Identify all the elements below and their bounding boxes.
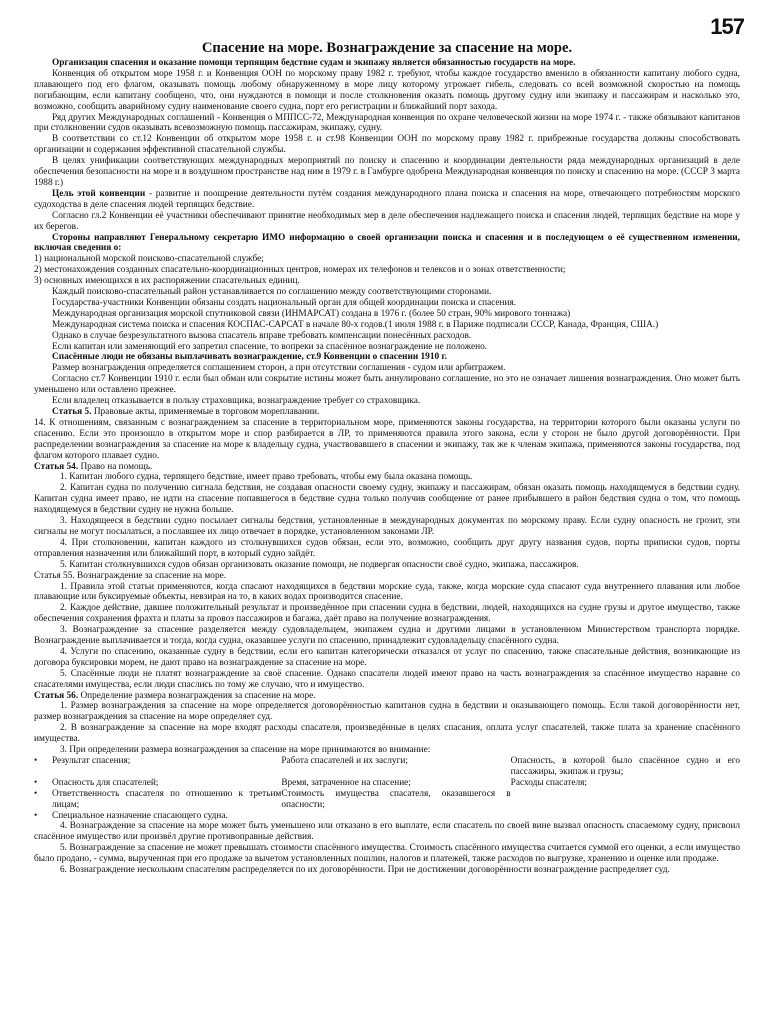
paragraph: 2. Каждое действие, давшее положительный результат и произведённое при спасении судна в бедствии, людей, находящихся на судне грузы и другое имущество, также обеспечения сохранения фрахта и платы за провоз пассажиров и багажа, даёт право на получение вознаграждения. <box>34 603 740 625</box>
list-item-cell <box>511 789 740 811</box>
paragraph: 4. Услуги по спасению, оказанные судну в бедствии, если его капитан категорически отказался от услуг по спасению, также спасательные действия, возникающие из договора буксировки морем, не дают право на вознаграждение за спасение на море. <box>34 646 740 668</box>
list-item-cell: Опасность, в которой было спасённое судно и его пассажиры, экипаж и грузы; <box>510 756 740 777</box>
list-item-cell: • Ответственность спасателя по отношению к третьим лицам; <box>52 788 282 810</box>
paragraph: 6. Вознаграждение нескольким спасателям распределяется по их договорённости. При не достижении договорённости вознаграждение распределяет суд. <box>60 865 670 876</box>
paragraph: В соответствии со ст.12 Конвенции об открытом море 1958 г. и ст.98 Конвенции ООН по морскому праву 1982 г. прибрежные государства должны способствовать организации и содержания эффективной спасательной службы. <box>34 134 740 156</box>
page-title: Спасение на море. Вознаграждение за спасение на море. <box>201 40 573 56</box>
paragraph: Международная организация морской спутниковой связи (ИНМАРСАТ) создана в 1976 г. (более 50 стран, 90% мирового тоннажа) <box>52 308 571 319</box>
page-number: 157 <box>710 14 744 39</box>
paragraph: Статья 5. Правовые акты, применяемые в торговом мореплавании. <box>52 407 320 417</box>
paragraph: 5. Спасённые люди не платят вознаграждение за своё спасение. Однако спасатели людей имеют право на часть вознаграждения за спасённое имущество наравне со спасателями имущества, если люди спаслись по тому же случаю, что и имущество. <box>34 668 740 690</box>
paragraph: Ряд других Международных соглашений - Конвенция о МППСС-72, Международная конвенция по охране человеческой жизни на море 1974 г. - также обязывают капитанов при столкновении судов оказывать всевозможную помощь пассажирам, экипажу, судну. <box>34 112 740 134</box>
paragraph: Конвенция об открытом море 1958 г. и Конвенция ООН по морскому праву 1982 г. требуют, чтобы каждое государство вменило в обязанности капитану любого судна, плавающего под его флагом, оказывать помощь любому обнаруженному в море лицу которому угрожает гибель, следовать со всей возможной скоростью на помощь погибающим, если капитану сообщено, что, они нуждаются в помощи и после столкновения оказать помощь другому судну или экипажу и пассажирам и насколько это, возможно, сообщить аварийному судну наименование своего судна, порт его регистрации и ближайший порт захода. <box>34 68 740 112</box>
list-item-cell: Работа спасателей и их заслуги; <box>281 756 408 766</box>
list-item-cell: • Результат спасения; <box>52 756 131 766</box>
document-body <box>34 58 740 756</box>
list-item-cell: Расходы спасателя; <box>510 777 587 788</box>
paragraph: 3) основных имеющихся в их распоряжении спасательных единиц. <box>34 276 300 287</box>
paragraph: Международная система поиска и спасения КОСПАС-САРСАТ в начале 80-х годов.(1 июля 1988 г. в Париже подписали СССР, Канада, Франция, США.) <box>52 319 659 330</box>
criteria-list <box>34 756 740 821</box>
paragraph: Согласно гл.2 Конвенции её участники обеспечивают принятие необходимых мер в деле обеспечения надлежащего поиска и спасения людей, терпящих бедствие на море у их берегов. <box>34 210 740 232</box>
paragraph: 2) местонахождения созданных спасательно-координационных центров, номерах их телефонов и телексов и о зонах ответственности; <box>34 265 566 276</box>
paragraph: 3. Находящееся в бедствии судно посылает сигналы бедствия, установленные в международных документах по морскому праву. Если судну опасность не грозит, эти сигналы не могут посылаться, а пославшее их лицо отвечает в порядке, установленном законами ЛР. <box>34 516 740 537</box>
paragraph: Стороны направляют Генеральному секретарю ИМО информацию о своей организации поиска и спасения и в последующем о её существенном изменении, включая сведения о: <box>34 232 740 254</box>
paragraph: 3. При определении размера вознаграждения за спасение на море принимаются во внимание: <box>60 745 431 756</box>
paragraph: 14. К отношениям, связанным с вознаграждением за спасение в территориальном море, применяются законы государства, на территории которого были оказаны услуги по спасению. Если это произошло в открытом море и спор разбирается в ЛР, то применяются правила этого закона, если у сторон не было другой договорённости. При распределении вознаграждения за спасение на море к владельцу судна, участвовавшего в спасении и экипажу, так же к членам экипажа, применяются законы государства, под флагом которого плавает судно. <box>34 417 740 461</box>
paragraph: 1) национальной морской поисково-спасательной службе; <box>34 254 264 265</box>
paragraph: 1. Правила этой статьи применяются, когда спасают находящихся в бедствии морские суда, также, когда морские суда спасают суда внутреннего плавания или любое плавающие или буксируемые объекты, невзирая на то, в каких водах производится спасение. <box>34 581 740 603</box>
paragraph: Размер вознаграждения определяется соглашением сторон, а при отсутствии соглашения - судом или арбитражем. <box>52 363 506 374</box>
paragraph: 5. Капитан столкнувшихся судов обязан организовать оказание помощи, не подвергая опасности своё судно, экипажа, пассажиров. <box>60 559 579 570</box>
paragraph: 5. Вознаграждение за спасение не может превышать стоимости спасённого имущества. Стоимость спасённого имущества считается суммой его оценки, а если имущество было продано, - сумма, вырученная при его продаже за вычетом установленных пошлин, налогов и платежей, также расходов по выгрузке, хранению и оценке или продаже. <box>34 843 740 865</box>
paragraph: 4. Вознаграждение за спасение на море может быть уменьшено или отказано в его выплате, если спасатель по своей вине вызвал опасность спасаемому судну, присвоил спасённое имущество или произвёл другие противоправные действия. <box>34 821 740 843</box>
list-item-cell: Стоимость имущества спасателя, оказавшегося в опасности; <box>281 788 511 810</box>
paragraph: Если капитан или заменяющий его запретил спасение, то вопреки за спасённое вознаграждение не положено. <box>52 341 488 352</box>
list-item <box>34 811 740 822</box>
paragraph: Спасённые люди не обязаны выплачивать вознаграждение, ст.9 Конвенции о спасении 1910 г. <box>52 352 447 363</box>
paragraph: Каждый поисково-спасательный район устанавливается по соглашению между соответствующими сторонами. <box>52 287 492 298</box>
paragraph: Статья 54. Право на помощь. <box>34 461 153 472</box>
list-item-cell: • Опасность для спасателей; <box>52 777 159 788</box>
paragraph: 2. Капитан судна по получению сигнала бедствия, не создавая опасности своему судну, экипажу и пассажирам, обязан оказать помощь находящемуся в бедствии судну. Капитан судна имеет право, не идти на спасение попавшегося в бедствие судна только получив сообщение от ранее прибывшего в район бедствия судна о том, что помощь находящемуся в бедствии судну не нужна больше. <box>34 483 740 516</box>
paragraph: В целях унификации соответствующих международных мероприятий по поиску и спасению и координации деятельности ряда международных организаций в деле обеспечения безопасности на море и в воздушном пространстве над ним в 1979 г. в Гамбурге одобрена Международная конвенция по поиску и спасению на море. (СССР 3 марта 1988 г.) <box>34 156 740 188</box>
paragraph: 3. Вознаграждение за спасение разделяется между судовладельцем, экипажем судна и другими лицами в установленном Министерством транспорта порядке. Вознаграждение выплачивается и тогда, когда судна, оказавшее услуги по спасению, принадлежит судовладельцу спасённого судна. <box>34 625 740 647</box>
list-item <box>34 789 740 811</box>
document-tail <box>34 821 740 876</box>
paragraph: 1. Капитан любого судна, терпящего бедствие, имеет право требовать, чтобы ему была оказана помощь. <box>60 472 473 483</box>
list-item-cell <box>281 811 510 822</box>
paragraph: 4. При столкновении, капитан каждого из столкнувшихся судов обязан, если это, возможно, сообщить друг другу названия судов, порты приписки судов, порты отправления назначения или ближайший порт, в который судно зайдёт. <box>34 537 740 559</box>
paragraph: 2. В вознаграждение за спасение на море входят расходы спасателя, произведённые в целях спасания, оплата услуг спасателей, также плата за хранение спасённого имущества. <box>34 723 740 745</box>
paragraph: Согласно ст.7 Конвенции 1910 г. если был обман или сокрытие истины может быть аннулировано соглашение, но это не означает лишения вознаграждения. Оно может быть уменьшено или оставлено прежнее. <box>34 374 740 396</box>
list-item <box>34 756 740 778</box>
list-item-cell <box>511 811 740 822</box>
paragraph: Организация спасения и оказание помощи терпящим бедствие судам и экипажу является обязанностью государств на море. <box>52 58 576 68</box>
paragraph: Государства-участники Конвенции обязаны создать национальный орган для общей координации поиска и спасения. <box>52 297 517 308</box>
paragraph: Цель этой конвенции - развитие и поощрение деятельности путём создания международного плана поиска и спасения на море, отвечающего потребностям морского судоходства в деле спасения людей терпящих бедствие. <box>34 188 740 210</box>
document-page <box>34 16 740 1016</box>
paragraph: Если владелец отказывается в пользу страховщика, вознаграждение требует со страховщика. <box>52 396 421 407</box>
paragraph: Однако в случае безрезультатного вызова спасатель вправе требовать компенсации понесённых расходов. <box>52 330 472 341</box>
paragraph: 1. Размер вознаграждения за спасение на море определяется договорённостью капитанов судна в бедствии и оказывающего помощь. Если такой договорённости нет, размер вознаграждения за спасение на море определяет суд. <box>34 701 740 723</box>
list-item <box>34 778 740 789</box>
bullet-list <box>34 756 740 821</box>
paragraph: Статья 56. Определение размера вознаграждения за спасение на море. <box>34 690 316 701</box>
list-item-cell: Время, затраченное на спасение; <box>281 777 411 788</box>
paragraph: Статья 55. Вознаграждение за спасение на море. <box>34 570 227 581</box>
list-item-cell: • Специальное назначение спасающего судна. <box>52 810 228 821</box>
